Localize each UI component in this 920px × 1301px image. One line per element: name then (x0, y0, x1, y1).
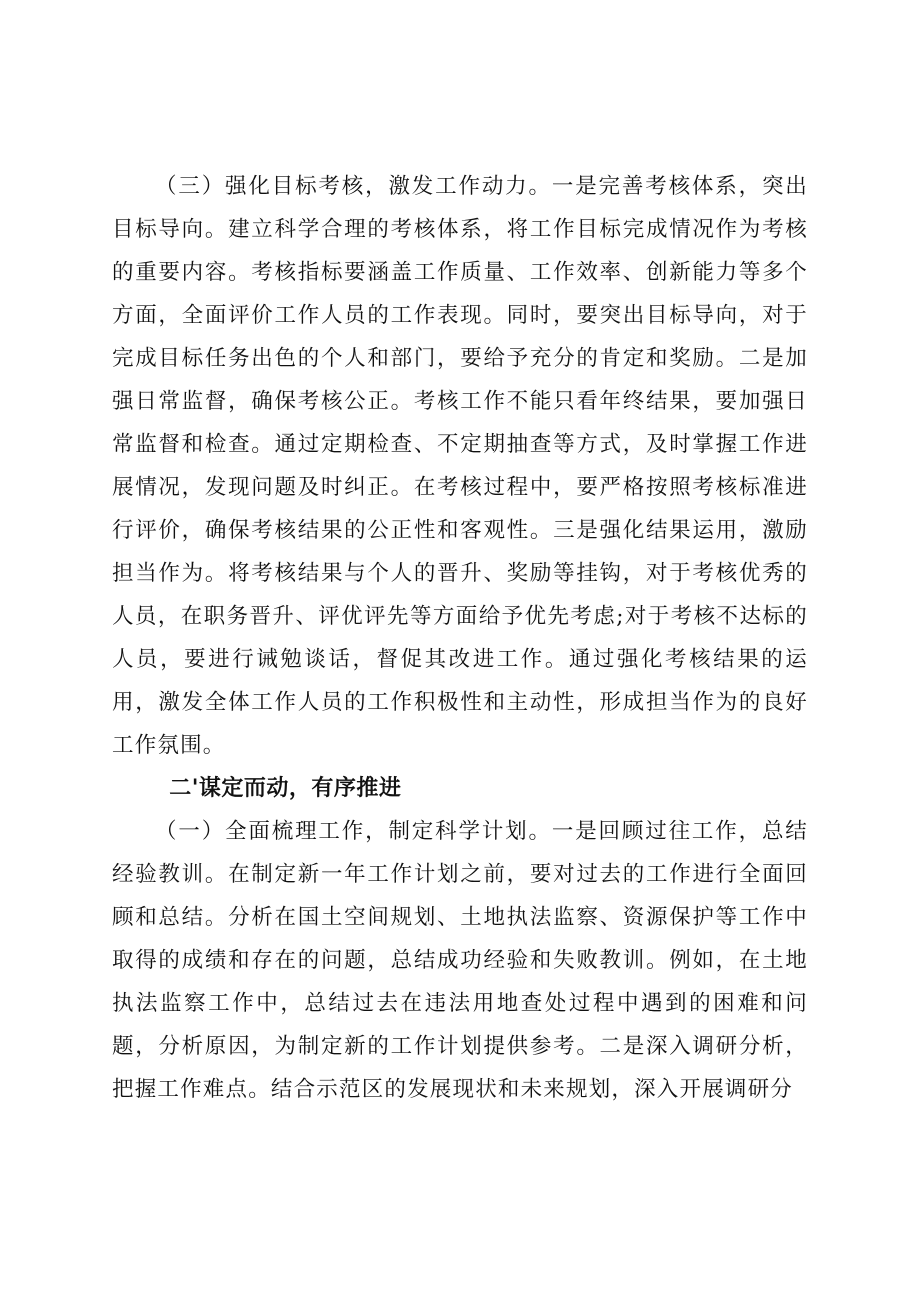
document-body (112, 165, 808, 1111)
paragraph-target-assessment: （三）强化目标考核，激发工作动力。一是完善考核体系，突出目标导向。建立科学合理的考核体系，将工作目标完成情况作为考核的重要内容。考核指标要涵盖工作质量、工作效率、创新能力等多个方面，全面评价工作人员的工作表现。同时，要突出目标导向，对于完成目标任务出色的个人和部门，要给予充分的肯定和奖励。二是加强日常监督，确保考核公正。考核工作不能只看年终结果，要加强日常监督和检查。通过定期检查、不定期抽查等方式，及时掌握工作进展情况，发现问题及时纠正。在考核过程中，要严格按照考核标准进行评价，确保考核结果的公正性和客观性。三是强化结果运用，激励担当作为。将考核结果与个人的晋升、奖励等挂钩，对于考核优秀的人员，在职务晋升、评优评先等方面给予优先考虑;对于考核不达标的人员，要进行诫勉谈话，督促其改进工作。通过强化考核结果的运用，激发全体工作人员的工作积极性和主动性，形成担当作为的良好工作氛围。 (112, 174, 808, 758)
paragraph-work-review: （一）全面梳理工作，制定科学计划。一是回顾过往工作，总结经验教训。在制定新一年工作计划之前，要对过去的工作进行全面回顾和总结。分析在国土空间规划、土地执法监察、资源保护等工作中取得的成绩和存在的问题，总结成功经验和失败教训。例如，在土地执法监察工作中，总结过去在违法用地查处过程中遇到的困难和问题，分析原因，为制定新的工作计划提供参考。二是深入调研分析，把握工作难点。结合示范区的发展现状和未来规划，深入开展调研分 (112, 819, 808, 1102)
section-heading: 二'谋定而动，有序推进 (169, 776, 402, 801)
